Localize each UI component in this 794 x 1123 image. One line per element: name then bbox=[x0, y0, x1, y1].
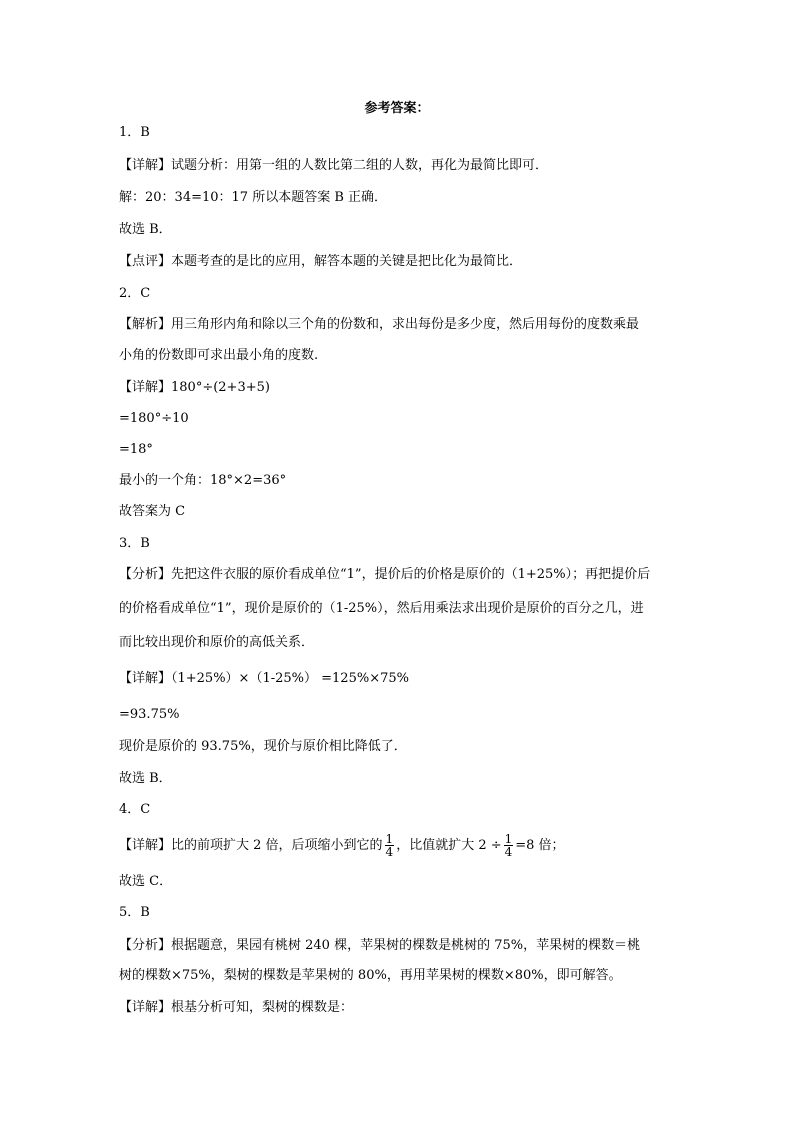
answer-5-heading: 5．B bbox=[119, 905, 150, 920]
answer-3-conclusion: 现价是原价的 93.75%，现价与原价相比降低了． bbox=[119, 739, 407, 754]
answer-2-step-2: =18° bbox=[119, 442, 153, 457]
answer-3-step: =93.75% bbox=[119, 707, 180, 722]
answer-3-analysis-line-2: 的价格看成单位“1”，现价是原价的（1-25%），然后用乘法求出现价是原价的百分之几，进 bbox=[119, 601, 644, 616]
answer-2-detail: 【详解】180°÷(2+3+5) bbox=[119, 380, 270, 395]
fraction-numerator: 1 bbox=[504, 832, 513, 846]
answer-3-detail: 【详解】（1+25%）×（1-25%） =125%×75% bbox=[119, 671, 409, 686]
answer-1-solution: 解：20：34=10：17 所以本题答案 B 正确． bbox=[119, 190, 388, 205]
page-title: 参考答案： bbox=[364, 101, 430, 116]
answer-2-choice: 故答案为 C bbox=[119, 504, 186, 519]
fraction-denominator: 4 bbox=[385, 845, 394, 859]
answer-3-analysis-line-1: 【分析】先把这件衣服的原价看成单位“1”，提价后的价格是原价的（1+25%）；再把提价后 bbox=[119, 567, 651, 582]
answer-3-heading: 3．B bbox=[119, 536, 150, 551]
answer-4-detail-text-2: ，比值就扩大 2 ÷ bbox=[396, 838, 502, 853]
fraction-denominator: 4 bbox=[504, 845, 513, 859]
answer-5-detail: 【详解】根基分析可知，梨树的棵数是： bbox=[119, 1000, 354, 1015]
answer-4-detail bbox=[119, 833, 565, 858]
answer-2-step-1: =180°÷10 bbox=[119, 411, 189, 426]
answer-1-heading: 1．B bbox=[119, 125, 150, 140]
answer-1-comment: 【点评】本题考查的是比的应用，解答本题的关键是把比化为最简比． bbox=[119, 254, 523, 269]
answer-4-detail-text-1: 【详解】比的前项扩大 2 倍，后项缩小到它的 bbox=[119, 838, 383, 853]
answer-2-analysis-line-1: 【解析】用三角形内角和除以三个角的份数和，求出每份是多少度，然后用每份的度数乘最 bbox=[119, 317, 640, 332]
fraction-numerator: 1 bbox=[385, 832, 394, 846]
answer-1-choice: 故选 B． bbox=[119, 222, 172, 237]
answer-3-analysis-line-3: 而比较出现价和原价的高低关系． bbox=[119, 635, 315, 650]
answer-4-detail-text-3: =8 倍； bbox=[515, 838, 565, 853]
answer-4-choice: 故选 C． bbox=[119, 874, 173, 889]
fraction-one-quarter bbox=[504, 833, 514, 858]
answer-4-heading: 4．C bbox=[119, 802, 151, 817]
answer-2-analysis-line-2: 小角的份数即可求出最小角的度数. bbox=[119, 348, 319, 363]
answer-5-analysis-line-1: 【分析】根据题意，果园有桃树 240 棵，苹果树的棵数是桃树的 75%，苹果树的棵数＝桃 bbox=[119, 938, 641, 953]
fraction-one-quarter bbox=[385, 833, 395, 858]
answer-1-detail: 【详解】试题分析：用第一组的人数比第二组的人数，再化为最简比即可． bbox=[119, 158, 549, 173]
answer-5-analysis-line-2: 树的棵数×75%，梨树的棵数是苹果树的 80%，再用苹果树的棵数×80%，即可解答。 bbox=[119, 968, 622, 983]
answer-2-heading: 2．C bbox=[119, 286, 151, 301]
answer-2-smallest-angle: 最小的一个角：18°×2=36° bbox=[119, 473, 287, 488]
answer-3-choice: 故选 B． bbox=[119, 771, 172, 786]
